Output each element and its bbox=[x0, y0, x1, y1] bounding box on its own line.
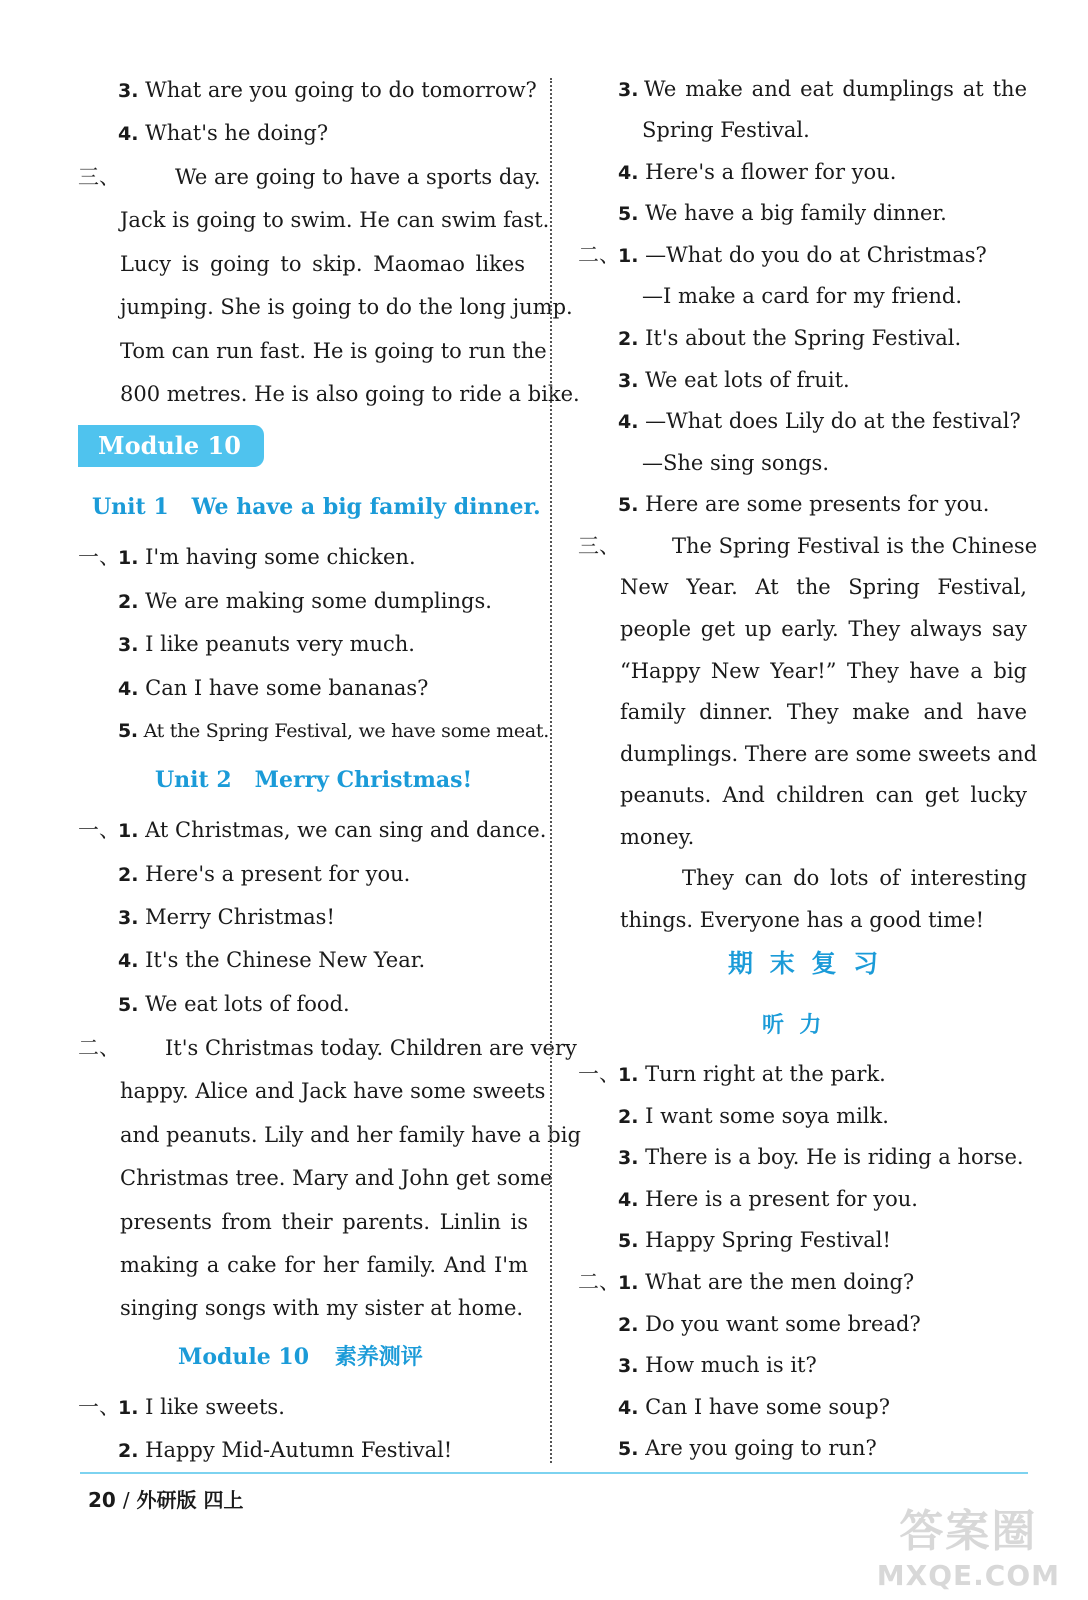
passage-line: jumping. She is going to do the long jump. bbox=[120, 295, 573, 319]
list-item: 2. Happy Mid-Autumn Festival! bbox=[118, 1438, 453, 1462]
list-item: 3. How much is it? bbox=[618, 1353, 817, 1377]
passage-line: Lucy is going to skip. Maomao likes bbox=[120, 252, 525, 276]
section-label-3: 三、 bbox=[78, 165, 120, 189]
list-item: 1. —What do you do at Christmas? bbox=[618, 243, 987, 267]
list-item: 5. Here are some presents for you. bbox=[618, 492, 990, 516]
list-item: 1. At Christmas, we can sing and dance. bbox=[118, 818, 547, 842]
list-item: 1. Turn right at the park. bbox=[618, 1062, 886, 1086]
eval-title-cn: 素养测评 bbox=[334, 1345, 423, 1370]
list-item: 5. Are you going to run? bbox=[618, 1436, 877, 1460]
list-item: 5. Happy Spring Festival! bbox=[618, 1228, 891, 1252]
passage-line: The Spring Festival is the Chinese bbox=[672, 534, 1038, 558]
passage-line: Jack is going to swim. He can swim fast. bbox=[120, 208, 550, 232]
unit1-title: Unit 1 We have a big family dinner. bbox=[92, 494, 541, 520]
section-label-1: 一、 bbox=[78, 1395, 120, 1419]
list-item: 4. Here is a present for you. bbox=[618, 1187, 918, 1211]
watermark bbox=[877, 1495, 1060, 1592]
section-label-1: 一、 bbox=[78, 545, 120, 569]
passage-line: presents from their parents. Linlin is bbox=[120, 1210, 528, 1234]
listening-heading: 听 力 bbox=[762, 1013, 822, 1038]
list-item: 3. We eat lots of fruit. bbox=[618, 368, 850, 392]
list-item: 5. At the Spring Festival, we have some meat. bbox=[118, 720, 549, 742]
watermark-cn: 答案圈 bbox=[899, 1506, 1038, 1557]
passage-line: singing songs with my sister at home. bbox=[120, 1296, 524, 1320]
passage-line: It's Christmas today. Children are very bbox=[165, 1036, 577, 1060]
left-item-3: 3. What are you going to do tomorrow? bbox=[118, 78, 537, 102]
section-label-1: 一、 bbox=[578, 1062, 620, 1086]
list-item-text: We make and eat dumplings at the bbox=[644, 77, 1027, 101]
passage-line: New Year. At the Spring Festival, bbox=[620, 575, 1027, 599]
unit2-title: Unit 2 Merry Christmas! bbox=[155, 767, 473, 793]
list-item: 1. I like sweets. bbox=[118, 1395, 285, 1419]
list-item: 2. Here's a present for you. bbox=[118, 862, 411, 886]
passage-line: money. bbox=[620, 825, 695, 849]
page-footer bbox=[88, 1484, 244, 1513]
list-item: 5. We eat lots of food. bbox=[118, 992, 350, 1016]
passage-line: making a cake for her family. And I'm bbox=[120, 1253, 528, 1277]
list-item: —She sing songs. bbox=[642, 451, 829, 475]
list-item: 4. It's the Chinese New Year. bbox=[118, 948, 426, 972]
eval-title-en: Module 10 bbox=[178, 1344, 310, 1370]
footer-rule bbox=[80, 1472, 1028, 1474]
passage-line: family dinner. They make and have bbox=[620, 700, 1027, 724]
passage-line: things. Everyone has a good time! bbox=[620, 908, 985, 932]
list-item-text: Spring Festival. bbox=[642, 118, 810, 142]
section-label-1: 一、 bbox=[78, 818, 120, 842]
section-label-2: 二、 bbox=[578, 243, 620, 267]
section-label-2: 二、 bbox=[78, 1036, 120, 1060]
passage-line: peanuts. And children can get lucky bbox=[620, 783, 1027, 807]
list-item: 3. There is a boy. He is riding a horse. bbox=[618, 1145, 1024, 1169]
list-item: 2. We are making some dumplings. bbox=[118, 589, 492, 613]
left-item-4: 4. What's he doing? bbox=[118, 121, 329, 145]
passage-line: happy. Alice and Jack have some sweets bbox=[120, 1079, 546, 1103]
passage-line: people get up early. They always say bbox=[620, 617, 1027, 641]
list-item: 1. What are the men doing? bbox=[618, 1270, 915, 1294]
book-edition: 外研版 四上 bbox=[136, 1488, 244, 1512]
list-item: 3. Merry Christmas! bbox=[118, 905, 335, 929]
final-review-heading: 期 末 复 习 bbox=[728, 949, 883, 978]
list-item: 2. I want some soya milk. bbox=[618, 1104, 889, 1128]
list-item: 4. Here's a flower for you. bbox=[618, 160, 897, 184]
section-label-2: 二、 bbox=[578, 1270, 620, 1294]
section-label-3: 三、 bbox=[578, 534, 620, 558]
list-item: 3. bbox=[618, 79, 639, 101]
passage-line: We are going to have a sports day. bbox=[175, 165, 541, 189]
passage-line: Tom can run fast. He is going to run the bbox=[120, 339, 547, 363]
module-banner: Module 10 bbox=[78, 425, 264, 467]
passage-line: 800 metres. He is also going to ride a bike. bbox=[120, 382, 580, 406]
passage-line: dumplings. There are some sweets and bbox=[620, 742, 1038, 766]
column-divider bbox=[550, 78, 552, 1463]
eval-title bbox=[178, 1343, 423, 1372]
passage-line: They can do lots of interesting bbox=[682, 866, 1027, 890]
list-item: 2. It's about the Spring Festival. bbox=[618, 326, 962, 350]
footer-separator: / bbox=[122, 1488, 130, 1512]
passage-line: and peanuts. Lily and her family have a big bbox=[120, 1123, 581, 1147]
list-item: 2. Do you want some bread? bbox=[618, 1312, 921, 1336]
list-item: —I make a card for my friend. bbox=[642, 284, 963, 308]
list-item: 1. I'm having some chicken. bbox=[118, 545, 416, 569]
page-number: 20 bbox=[88, 1488, 116, 1512]
list-item: 4. Can I have some soup? bbox=[618, 1395, 890, 1419]
watermark-en: MXQE.COM bbox=[876, 1559, 1060, 1592]
list-item: 5. We have a big family dinner. bbox=[618, 201, 947, 225]
passage-line: Christmas tree. Mary and John get some bbox=[120, 1166, 553, 1190]
list-item: 4. Can I have some bananas? bbox=[118, 676, 429, 700]
list-item: 4. —What does Lily do at the festival? bbox=[618, 409, 1021, 433]
passage-line: “Happy New Year!” They have a big bbox=[620, 659, 1027, 683]
list-item: 3. I like peanuts very much. bbox=[118, 632, 415, 656]
